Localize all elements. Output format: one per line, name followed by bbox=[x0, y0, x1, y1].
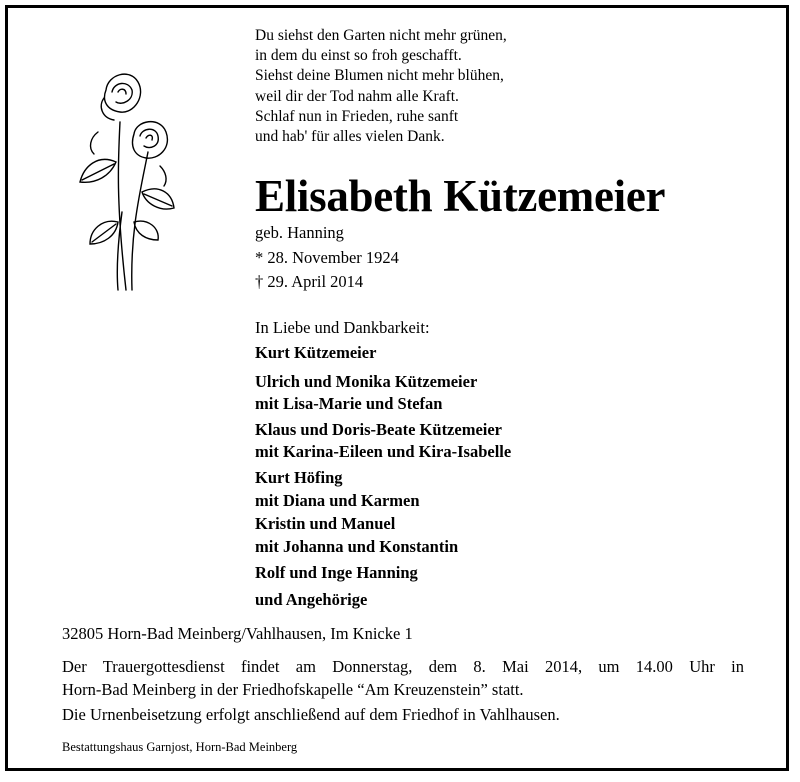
service-line: Der Trauergottesdienst findet am Donnerstag, dem 8. Mai 2014, um 14.00 Uhr in bbox=[62, 657, 744, 676]
rose-icon bbox=[68, 62, 178, 292]
maiden-name: geb. Hanning bbox=[255, 223, 344, 242]
poem-line: und hab' für alles vielen Dank. bbox=[255, 128, 445, 146]
poem bbox=[255, 26, 507, 147]
mourner-line: Ulrich und Monika Kützemeier bbox=[255, 372, 478, 391]
poem-line: in dem du einst so froh geschafft. bbox=[255, 47, 462, 65]
poem-line: Du siehst den Garten nicht mehr grünen, bbox=[255, 27, 507, 44]
mourners-intro: In Liebe und Dankbarkeit: bbox=[255, 318, 430, 337]
mourner-line: mit Karina-Eileen und Kira-Isabelle bbox=[255, 442, 512, 461]
mourner-line: und Angehörige bbox=[255, 590, 368, 609]
mourner-line: Rolf und Inge Hanning bbox=[255, 563, 418, 582]
deceased-name: Elisabeth Kützemeier bbox=[255, 171, 666, 221]
mourner-line: Klaus und Doris-Beate Kützemeier bbox=[255, 420, 503, 439]
mourner-line: mit Johanna und Konstantin bbox=[255, 537, 459, 556]
death-date: † 29. April 2014 bbox=[255, 272, 364, 291]
funeral-home: Bestattungshaus Garnjost, Horn-Bad Meinberg bbox=[62, 740, 298, 754]
poem-line: Schlaf nun in Frieden, ruhe sanft bbox=[255, 107, 459, 125]
poem-line: Siehst deine Blumen nicht mehr blühen, bbox=[255, 67, 504, 85]
mourner-line: mit Lisa-Marie und Stefan bbox=[255, 394, 443, 413]
service-line: Horn-Bad Meinberg in der Friedhofskapelle “Am Kreuzenstein” statt. bbox=[62, 680, 524, 699]
poem-line: weil dir der Tod nahm alle Kraft. bbox=[255, 87, 459, 105]
mourner-line: Kurt Höfing bbox=[255, 468, 343, 487]
mourner-line: Kristin und Manuel bbox=[255, 514, 396, 533]
mourner-line: mit Diana und Karmen bbox=[255, 491, 420, 510]
birth-date: * 28. November 1924 bbox=[255, 248, 399, 267]
address: 32805 Horn-Bad Meinberg/Vahlhausen, Im Knicke 1 bbox=[62, 624, 413, 643]
mourner-line: Kurt Kützemeier bbox=[255, 343, 377, 362]
service-notice bbox=[62, 655, 744, 701]
urn-notice: Die Urnenbeisetzung erfolgt anschließend auf dem Friedhof in Vahlhausen. bbox=[62, 705, 560, 724]
